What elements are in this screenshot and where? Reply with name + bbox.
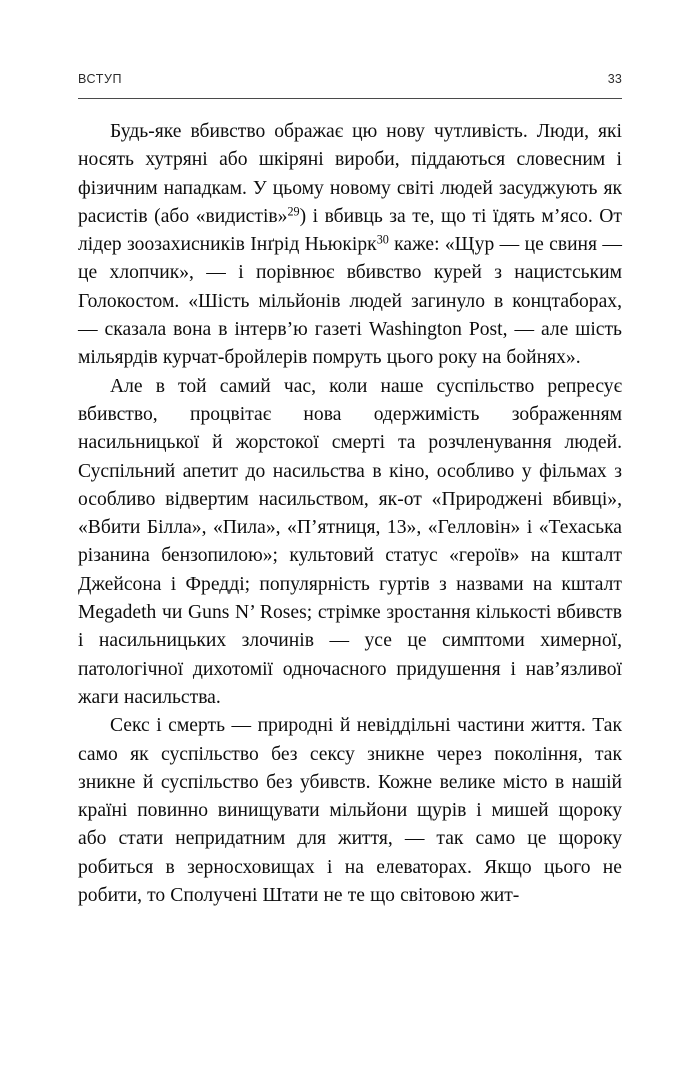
running-head-rule [78,98,622,99]
paragraph: Будь-яке вбивство ображає цю нову чутливість. Люди, які носять хутряні або шкіряні вироби, піддаються словесним і фізичним нападкам. У цьому новому світі людей засуджують як расистів (або «видистів»$^{29}$) і вбивць за те, що ті їдять м’ясо. От лідер зоозахисників Інґрід Ньюкірк$^{30}$ каже: «Щур — це свиня — це хлопчик», — і порівнює вбивство курей з нацистським Голокостом. «Шість мільйонів людей загинуло в концтаборах, — сказала вона в інтерв’ю газеті Washington Post, — але шість мільярдів курчат-бройлерів помруть цього року на бойнях». [78,121,622,369]
footnote-marker: 29 [287,204,300,219]
running-head [78,72,622,96]
footnote-marker: 30 [376,232,389,247]
running-head-chapter-label: ВСТУП [78,72,123,86]
paragraph: Але в той самий час, коли наше суспільство репресує вбивство, процвітає нова одержимість зображенням насильницької й жорстокої смерті та розчленування людей. Суспільний апетит до насильства в кіно, особливо у фільмах з особливо відвертим насильством, як-от «Природжені вбивці», «Вбити Білла», «Пила», «П’ятниця, 13», «Гелловін» і «Техаська різанина бензопилою»; культовий статус «героїв» на кшталт Джейсона і Фредді; популярність гуртів з назвами на кшталт Megadeth чи Guns N’ Roses; стрімке зростання кількості вбивств і насильницьких злочинів — усе це симптоми химерної, патологічної дихотомії одночасного придушення і нав’язливої жаги насильства. [78,375,622,708]
page-number: 33 [607,72,622,86]
paragraph: Секс і смерть — природні й невіддільні частини життя. Так само як суспільство без сексу зникне через покоління, так зникне й суспільство без убивств. Кожне велике місто в нашій країні повинно винищувати мільйони щурів і мишей щороку або стати непридатним для життя, — так само це щороку робиться в зерносховищах і на елеваторах. Якщо цього не робити, то Сполучені Штати не те що світовою жит- [78,715,622,907]
body-text-block [78,118,622,910]
